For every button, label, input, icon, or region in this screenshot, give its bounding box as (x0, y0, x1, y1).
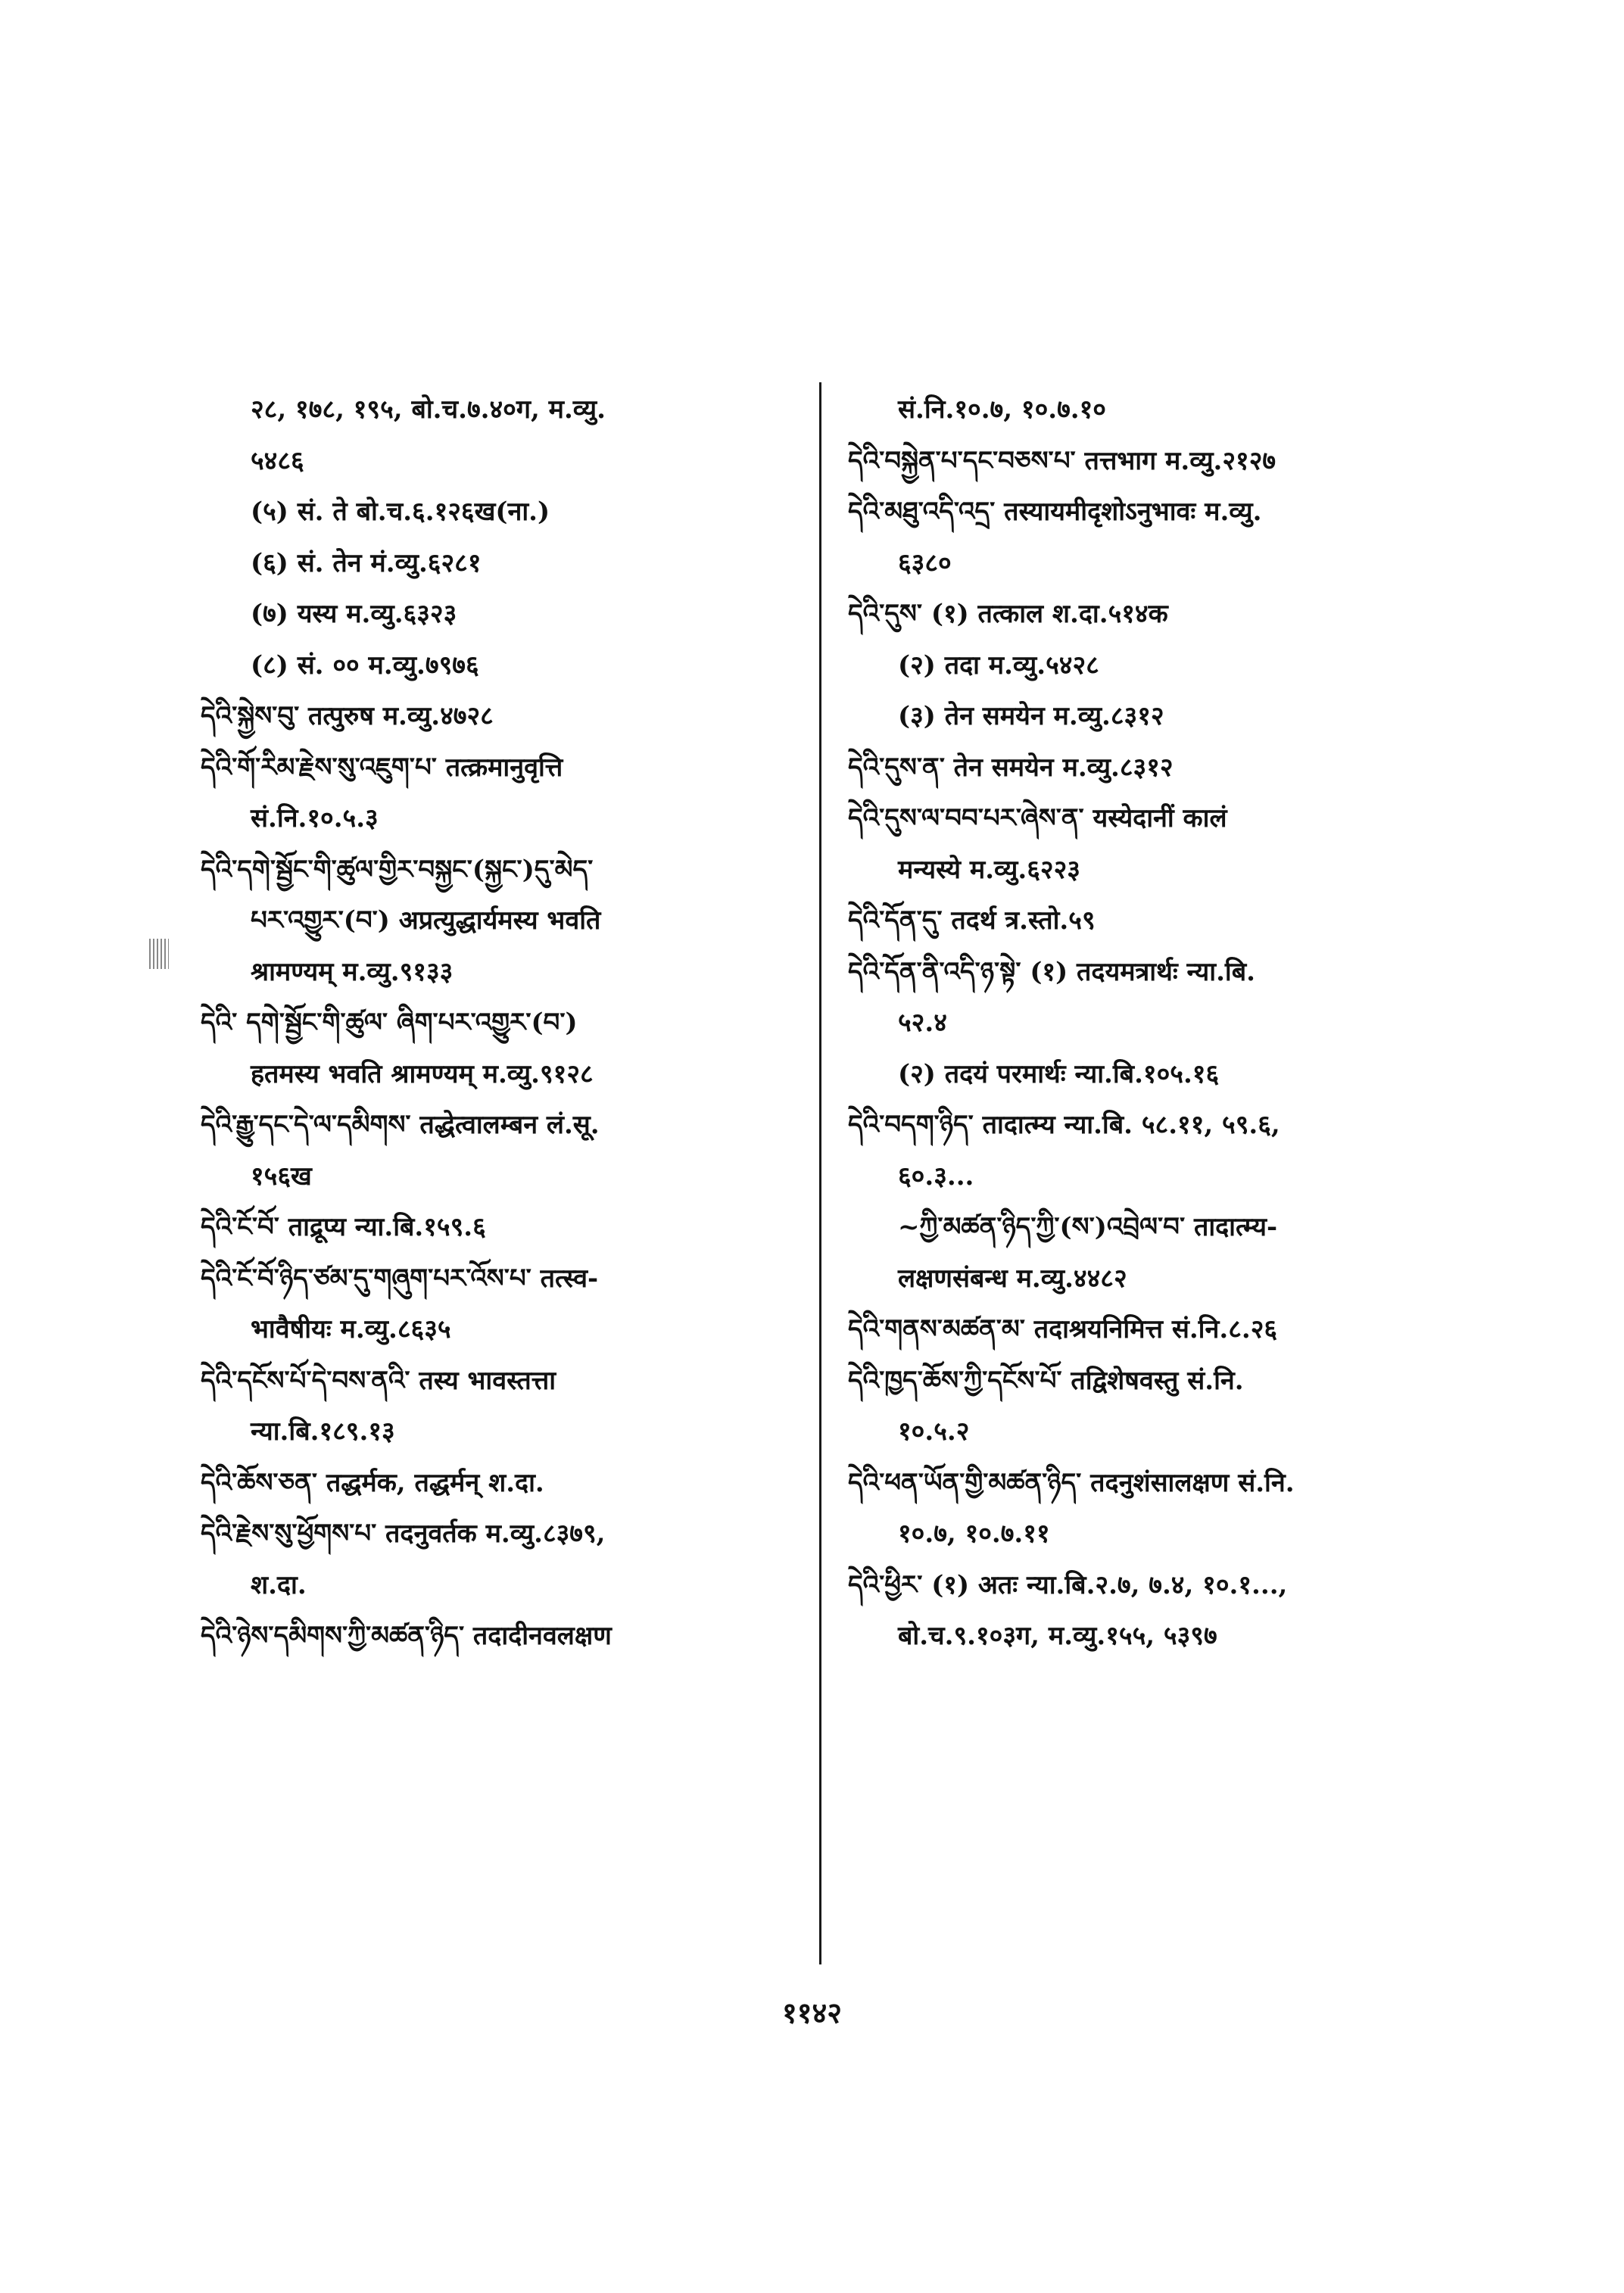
dictionary-line-cont: मन्यस्ये म.व्यु.६२२३ (898, 854, 1080, 885)
dictionary-line-sub: (७) यस्य म.व्यु.६३२३ (251, 599, 457, 629)
dictionary-line-cont: २८, १७८, १९५, बो.च.७.४०ग, म.व्यु. (251, 394, 606, 425)
right-column (848, 385, 1476, 1662)
dictionary-line-cont: ६३८० (898, 547, 952, 578)
dictionary-line-entry: དེའི་བདག་ཉིད་ तादात्म्य न्या.बि. ५८.११, ५९.६, (848, 1110, 1280, 1140)
dictionary-line-cont: सं.नि.१०.७, १०.७.१० (898, 394, 1106, 425)
dictionary-line-cont: श्रामण्यम् म.व्यु.९१३३ (251, 956, 454, 987)
dictionary-line-cont: ५२.४ (898, 1008, 947, 1038)
dictionary-line-sub: ~ཀྱི་མཚན་ཉིད་ཀྱི་(ས་)འབྲེལ་བ་ तादात्म्य- (898, 1212, 1278, 1242)
dictionary-line-cont: १०.५.२ (898, 1416, 970, 1447)
column-divider (819, 382, 821, 1964)
dictionary-line-entry: དེའི་བསྐྱེན་པ་དང་བཅས་པ་ तत्तभाग म.व्यु.२१२७ (848, 445, 1276, 476)
dictionary-line-entry: དེའི་ དགེ་སྦྱོང་གི་ཚུལ་ ཞིག་པར་འགྱུར་(བ་) (201, 1008, 578, 1038)
dictionary-line-entry: དེའི་ཕན་ཡོན་གྱི་མཚན་ཉིད་ तदनुशंसालक्षण सं.नि. (848, 1467, 1295, 1498)
dictionary-line-entry: དེའི་དོན་དུ་ तदर्थ त्र.स्तो.५९ (848, 905, 1096, 936)
dictionary-line-entry: དེའི་ངོ་བོ་ཉིད་ཙམ་དུ་གཞུག་པར་འོས་པ་ तत्स्व- (201, 1263, 599, 1294)
dictionary-line-sub: (८) सं. ०० म.व्यु.७९७६ (251, 650, 479, 681)
dictionary-line-cont: लक्षणसंबन्ध म.व्यु.४४८२ (898, 1263, 1127, 1294)
dictionary-line-cont: न्या.बि.१८९.१३ (251, 1416, 395, 1447)
dictionary-line-cont: बो.च.९.१०३ग, म.व्यु.१५५, ५३९७ (898, 1621, 1217, 1651)
dictionary-line-cont: १५६ख (251, 1161, 312, 1192)
dictionary-line-cont: ५४८६ (251, 445, 304, 476)
dictionary-line-entry: དེའི་ངོ་བོ་ ताद्रूप्य न्या.बि.१५९.६ (201, 1212, 486, 1242)
dictionary-line-entry: དེའི་དོན་ནི་འདི་ཉ་སྟེ་ (१) तदयमत्रार्थः न्या.बि. (848, 956, 1255, 987)
dictionary-line-entry: དེའི་དུས་ན་ तेन समयेन म.व्यु.८३१२ (848, 752, 1174, 783)
dictionary-line-cont: हतमस्य भवति श्रामण्यम् म.व्यु.९१२८ (251, 1058, 594, 1089)
dictionary-line-sub: (५) सं. ते बो.च.६.१२६ख(ना.) (251, 497, 550, 527)
dictionary-line-entry: དེའི་ཕྱིར་ (१) अतः न्या.बि.२.७, ७.४, १०.१..., (848, 1569, 1288, 1600)
dictionary-line-entry: དེའི་མཐུ་འདི་འདྲ་ तस्यायमीदृशोऽनुभावः म.व्यु. (848, 497, 1262, 527)
dictionary-line-cont: सं.नि.१०.५.३ (251, 803, 379, 833)
dictionary-line-cont: श.दा. (251, 1569, 307, 1600)
dictionary-line-sub: (२) तदा म.व्यु.५४२८ (898, 650, 1099, 681)
dictionary-line-entry: དེའི་ཆོས་ཅན་ तद्धर्मक, तद्धर्मन् श.दा. (201, 1467, 544, 1498)
dictionary-line-entry: དེའི་གོ་རིམ་རྗེས་སུ་འཇུག་པ་ तत्क्रमानुवृत्ति (201, 752, 563, 783)
dictionary-line-entry: དེའི་རྒྱུ་དང་དེ་ལ་དམིགས་ तद्धेत्वालम्बन लं.सू. (201, 1110, 600, 1140)
dictionary-line-sub: (२) तदयं परमार्थः न्या.बि.१०५.१६ (898, 1058, 1220, 1089)
dictionary-line-entry: དེའི་དུས་ལ་བབ་པར་ཞེས་ན་ यस्येदानीं कालं (848, 803, 1227, 833)
dictionary-line-cont: १०.७, १०.७.११ (898, 1519, 1050, 1549)
dictionary-line-entry: དེའི་ཁྱད་ཆོས་ཀྱི་དངོས་པོ་ तद्विशेषवस्तु सं.नि. (848, 1365, 1244, 1396)
dictionary-line-cont: भावैषीयः म.व्यु.८६३५ (251, 1314, 451, 1344)
dictionary-line-sub: (३) तेन समयेन म.व्यु.८३१२ (898, 701, 1164, 731)
dictionary-line-entry: དེའི་གནས་མཚན་མ་ तदाश्रयनिमित्त सं.नि.८.२६ (848, 1314, 1278, 1344)
dictionary-line-entry: དེའི་དངོས་པོ་དེ་བས་ནའི་ तस्य भावस्तत्ता (201, 1365, 556, 1396)
margin-scan-mark (149, 939, 169, 969)
dictionary-line-cont: ६०.३... (898, 1161, 974, 1192)
page-number: ११४२ (781, 1995, 843, 2030)
dictionary-line-sub: (६) सं. तेन मं.व्यु.६२८१ (251, 547, 482, 578)
dictionary-line-entry: དེའི་དགེ་སྦྱོང་གི་ཚུལ་གྱིར་བསྐྱང་(སྐྱང་)དུ་མེད་ (201, 854, 594, 885)
dictionary-line-cont: པར་འགྱུར་(བ་) अप्रत्युद्धार्यमस्य भवति (251, 905, 601, 936)
dictionary-line-entry: དེའི་དུས་ (१) तत्काल श.दा.५१४क (848, 599, 1168, 629)
dictionary-line-entry: དེའི་རྗེས་སུ་ཕྱོགས་པ་ तदनुवर्तक म.व्यु.८३७९, (201, 1519, 606, 1549)
dictionary-line-entry: དེའི་ཉེས་དམིགས་ཀྱི་མཚན་ཉིད་ तदादीनवलक्षण (201, 1621, 612, 1651)
left-column (201, 385, 799, 1662)
dictionary-line-entry: དེའི་སྐྱེས་བུ་ तत्पुरुष म.व्यु.४७२८ (201, 701, 494, 731)
